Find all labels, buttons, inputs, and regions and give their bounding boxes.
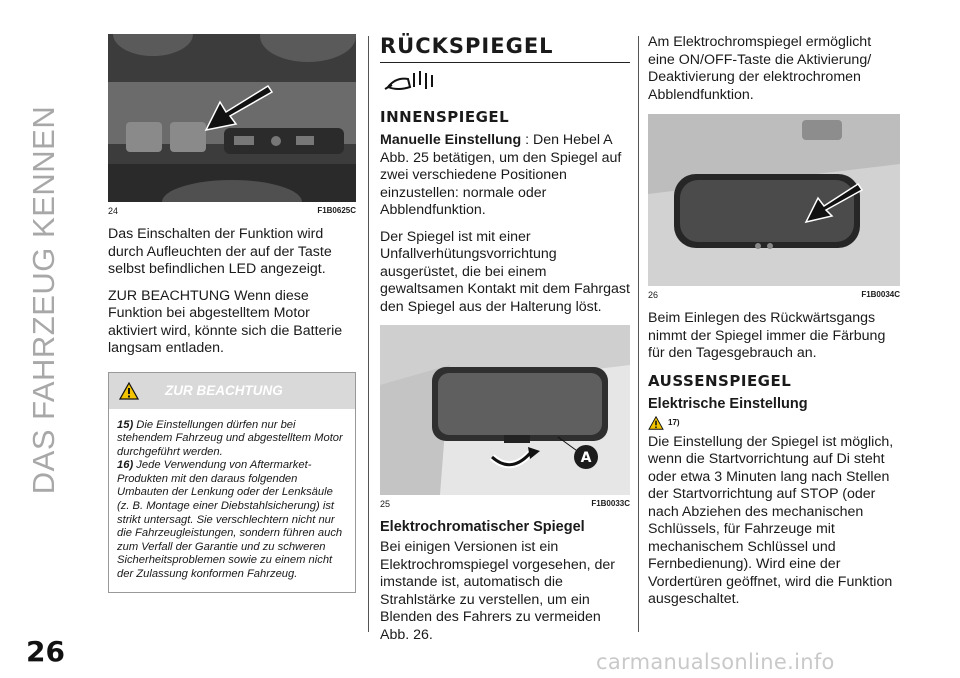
warning-title: ZUR BEACHTUNG <box>165 383 283 398</box>
warning-triangle-icon <box>119 382 139 400</box>
column-divider <box>368 36 369 632</box>
warning-item-text: Die Einstellungen dürfen nur bei stehendem Fahrzeug und abgestelltem Motor durchgeführt werden. <box>117 418 343 458</box>
subheading: Elektrochromatischer Spiegel <box>380 519 585 535</box>
subsection-heading: AUSSENSPIEGEL <box>648 371 792 390</box>
figure-number: 24 <box>108 206 119 216</box>
warning-header <box>109 373 355 409</box>
column-middle <box>380 34 630 653</box>
figure-caption <box>108 202 356 216</box>
column-divider <box>638 36 639 632</box>
paragraph-note: ZUR BEACHTUNG Wenn diese Funktion bei abgestelltem Motor aktiviert wird, könnte sich die Batterie langsam entladen. <box>108 287 343 356</box>
page-number: 26 <box>26 635 65 668</box>
warning-item-number: 16) <box>117 459 134 472</box>
warning-item-number: 15) <box>117 418 134 431</box>
figure-24-dashboard-buttons <box>108 34 356 202</box>
warning-reference <box>648 416 900 430</box>
warning-box <box>108 372 356 593</box>
column-left <box>108 34 356 593</box>
warning-item <box>117 459 347 581</box>
warning-reference-number: 17) <box>668 418 680 427</box>
paragraph: Bei einigen Versionen ist ein Elektrochromspiegel vorgesehen, der imstande ist, automatisch die Strahlstärke zu verstellen, um ein Blenden des Fahrers zu vermeiden Abb. 26. <box>380 539 616 643</box>
figure-caption <box>380 495 630 509</box>
figure-25-interior-mirror <box>380 325 630 495</box>
warning-item-text: Jede Verwendung von Aftermarket-Produkten mit den daraus folgenden Umbauten der Lenkung oder der Lenksäule (z. B. Montage einer Diebstahlsicherung) ist strikt untersagt. Sie verschlechtern nicht nur die Fahrzeugleistungen, sondern führen auch zum Verfall der Garantie und zu schweren Sicherheitsproblemen sowie zu einem nicht der Zulassung konformen Fahrzeug. <box>117 459 343 581</box>
warning-body <box>109 409 355 592</box>
figure-code: F1B0034C <box>861 290 900 299</box>
figure-number: 25 <box>380 499 391 509</box>
subheading: Elektrische Einstellung <box>648 395 808 412</box>
figure-26-electrochromic-mirror <box>648 114 900 286</box>
watermark: carmanualsonline.info <box>596 650 835 674</box>
inline-text: : Den Hebel A Abb. 25 betätigen, um den Spiegel auf zwei verschiedene Positionen einzustellen: normale oder Abblendfunktion. <box>380 132 622 218</box>
side-section-title: DAS FAHRZEUG KENNEN <box>26 105 61 495</box>
mirror-icon <box>382 69 436 95</box>
figure-callout-label: A <box>580 450 592 466</box>
paragraph: Das Einschalten der Funktion wird durch Aufleuchten der auf der Taste selbst befindlichen LED angezeigt. <box>108 226 332 277</box>
figure-number: 26 <box>648 290 659 300</box>
paragraph <box>380 132 630 220</box>
warning-triangle-icon <box>648 416 664 430</box>
paragraph: Der Spiegel ist mit einer Unfallverhütungsvorrichtung ausgerüstet, die bei einem gewaltsamen Kontakt mit dem Fahrgast den Spiegel aus der Halterung löst. <box>380 228 630 315</box>
figure-code: F1B0625C <box>317 206 356 215</box>
figure-code: F1B0033C <box>591 499 630 508</box>
warning-item <box>117 419 347 460</box>
column-right <box>648 34 900 618</box>
paragraph: Beim Einlegen des Rückwärtsgangs nimmt der Spiegel immer die Färbung für den Tagesgebrauch an. <box>648 310 886 361</box>
figure-caption <box>648 286 900 300</box>
paragraph: Die Einstellung der Spiegel ist möglich, wenn die Startvorrichtung auf Di steht oder etwa 3 Minuten lang nach Stellen der Startvorrichtung auf STOP (oder nach Abziehen des mechanischen Schlüssels, für Fahrzeuge mit mechanischem Schlüssel und Fernbedienung). Wird eine der Vordertüren geöffnet, wird die Funktion ausgeschaltet. <box>648 433 894 607</box>
paragraph: Am Elektrochromspiegel ermöglicht eine ON/OFF-Taste die Aktivierung/ Deaktivierung der elektrochromen Abblendfunktion. <box>648 34 872 103</box>
subsection-heading: INNENSPIEGEL <box>380 108 510 126</box>
section-heading: RÜCKSPIEGEL <box>380 34 630 63</box>
inline-label: Manuelle Einstellung <box>380 132 522 148</box>
